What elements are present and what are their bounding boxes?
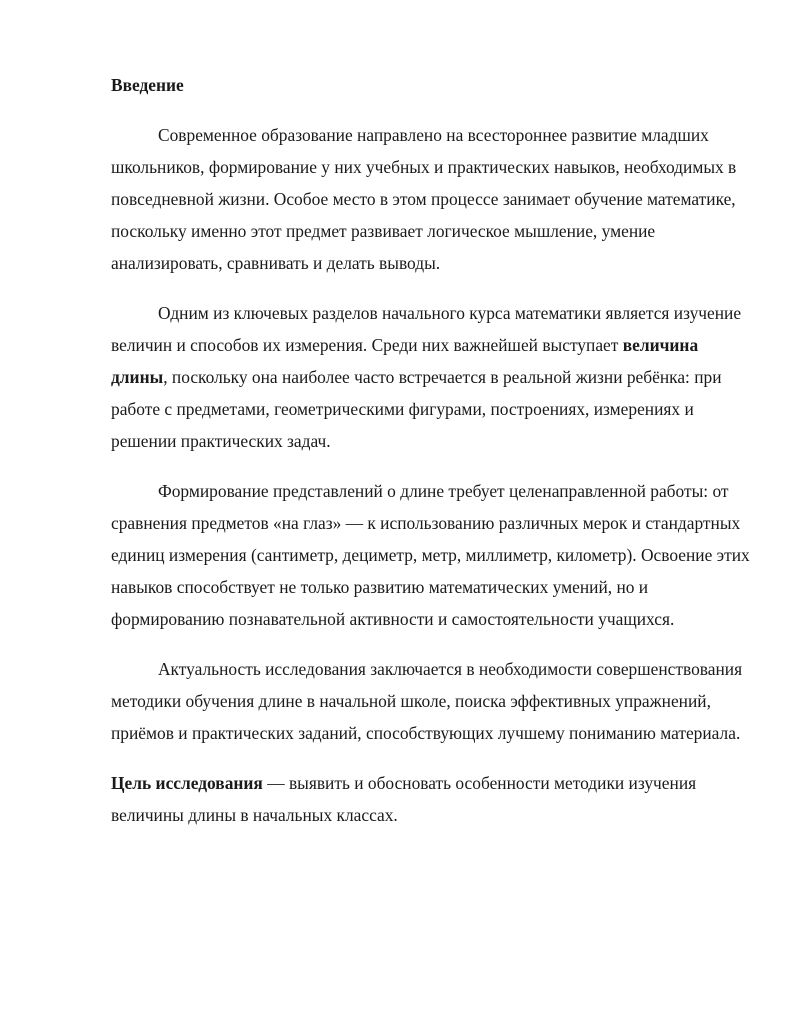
section-heading: Введение — [111, 75, 184, 95]
bold-term: величина длины — [111, 335, 699, 387]
paragraph-research-goal — [111, 767, 751, 831]
paragraph-relevance — [111, 653, 751, 749]
paragraph-text: Формирование представлений о длине требует целенаправленной работы: от сравнения предметов «на глаз» — к использованию различных мерок и стандартных единиц измерения (сантиметр, дециметр, метр, миллиметр, километр). Освоение этих навыков способствует не только развитию математических умений, но и формированию познавательной активности и самостоятельности учащихся. — [111, 481, 750, 629]
document-body — [111, 69, 751, 849]
paragraph-text: Актуальность исследования заключается в необходимости совершенствования методики обучения длине в начальной школе, поиска эффективных упражнений, приёмов и практических заданий, способствующих лучшему пониманию материала. — [111, 659, 743, 743]
paragraph-intro — [111, 119, 751, 279]
paragraph-text: — выявить и обосновать особенности методики изучения величины длины в начальных классах. — [111, 773, 697, 825]
bold-term: Цель исследования — [111, 773, 263, 793]
paragraph-length-concepts — [111, 475, 751, 635]
paragraph-length-quantity — [111, 297, 751, 457]
paragraph-text: , поскольку она наиболее часто встречается в реальной жизни ребёнка: при работе с предметами, геометрическими фигурами, построениях, измерениях и решении практических задач. — [111, 367, 722, 451]
paragraph-text: Одним из ключевых разделов начального курса математики является изучение величин и способов их измерения. Среди них важнейшей выступает — [111, 303, 742, 355]
paragraph-text: Современное образование направлено на всестороннее развитие младших школьников, формирование у них учебных и практических навыков, необходимых в повседневной жизни. Особое место в этом процессе занимает обучение математике, поскольку именно этот предмет развивает логическое мышление, умение анализировать, сравнивать и делать выводы. — [111, 125, 737, 273]
